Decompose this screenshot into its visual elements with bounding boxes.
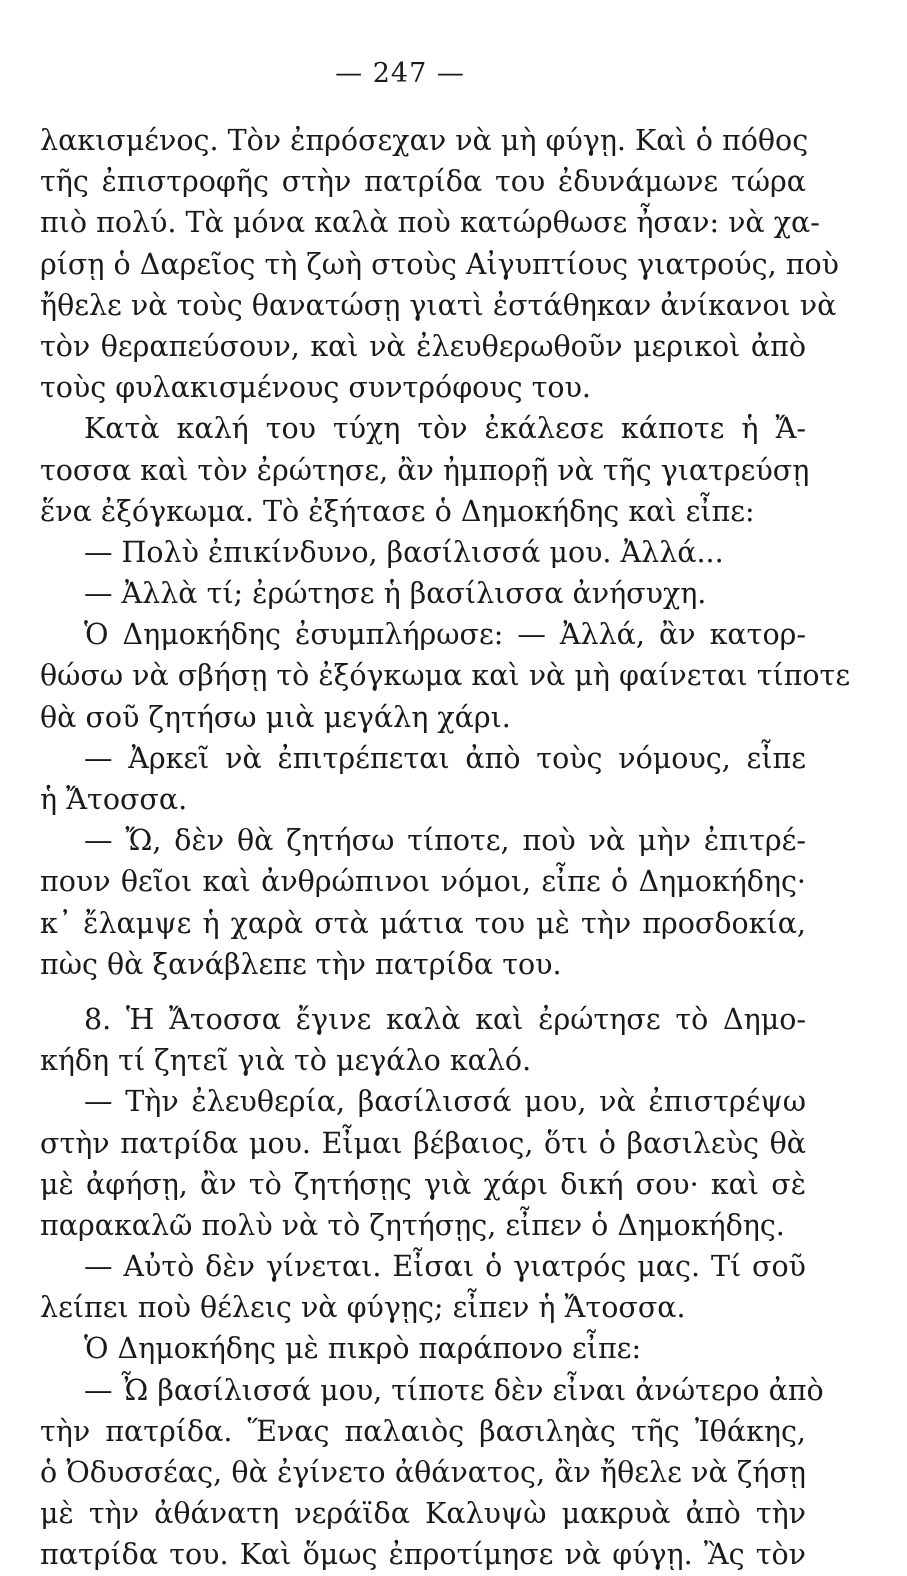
text-line: λακισμένος. Τὸν ἐπρόσεχαν νὰ μὴ φύγῃ. Καὶ ὁ πόθος <box>40 124 809 157</box>
text-line: θὰ σοῦ ζητήσω μιὰ μεγάλη χάρι. <box>40 700 511 734</box>
text-line: Ὁ Δημοκήδης ἐσυμπλήρωσε: — Ἀλλά, ἂν κατορ- <box>84 618 806 652</box>
text-line: τοσσα καὶ τὸν ἐρώτησε, ἂν ἠμπορῇ νὰ τῆς γιατρεύσῃ <box>40 453 810 487</box>
text-line: — Ὤ, δὲν θὰ ζητήσω τίποτε, ποὺ νὰ μὴν ἐπιτρέ- <box>84 824 806 858</box>
text-line: ἕνα ἐξόγκωμα. Τὸ ἐξήτασε ὁ Δημοκήδης καὶ εἶπε: <box>40 494 755 528</box>
text-line: θώσω νὰ σβήσῃ τὸ ἐξόγκωμα καὶ νὰ μὴ φαίνεται τίποτε <box>40 659 851 693</box>
text-line: τὴν πατρίδα. Ἕνας παλαιὸς βασιληὰς τῆς Ἰθάκης, <box>40 1414 806 1448</box>
text-line: στὴν πατρίδα μου. Εἶμαι βέβαιος, ὅτι ὁ βασιλεὺς θὰ <box>40 1126 806 1160</box>
text-line: — Πολὺ ἐπικίνδυνο, βασίλισσά μου. Ἀλλά... <box>84 535 724 569</box>
text-line: πατρίδα του. Καὶ ὅμως ἐπροτίμησε νὰ φύγῃ. Ἂς τὸν <box>40 1538 806 1572</box>
text-line: 8. Ἡ Ἄτοσσα ἔγινε καλὰ καὶ ἐρώτησε τὸ Δημο- <box>84 1002 806 1036</box>
text-line: — Ἀλλὰ τί; ἐρώτησε ἡ βασίλισσα ἀνήσυχη. <box>84 577 707 611</box>
text-line: ἤθελε νὰ τοὺς θανατώσῃ γιατὶ ἐστάθηκαν ἀνίκανοι νὰ <box>40 288 837 322</box>
body-text <box>40 120 851 1576</box>
text-line: μὲ τὴν ἀθάνατη νεράϊδα Καλυψὼ μακρυὰ ἀπὸ τὴν <box>40 1497 806 1531</box>
text-line: τῆς ἐπιστροφῆς στὴν πατρίδα του ἐδυνάμωνε τώρα <box>40 165 806 199</box>
text-line: πουν θεῖοι καὶ ἀνθρώπινοι νόμοι, εἶπε ὁ Δημοκήδης· <box>40 865 806 899</box>
text-line: μὲ ἀφήσῃ, ἂν τὸ ζητήσῃς γιὰ χάρι δική σου· καὶ σὲ <box>40 1167 806 1201</box>
text-line: ἡ Ἄτοσσα. <box>40 783 188 816</box>
text-line: τοὺς φυλακισμένους συντρόφους του. <box>40 371 591 405</box>
text-line: — Ἀρκεῖ νὰ ἐπιτρέπεται ἀπὸ τοὺς νόμους, εἶπε <box>84 741 806 775</box>
text-line: κήδη τί ζητεῖ γιὰ τὸ μεγάλο καλό. <box>40 1044 532 1078</box>
text-line: — Αὐτὸ δὲν γίνεται. Εἶσαι ὁ γιατρός μας. Τί σοῦ <box>84 1250 806 1284</box>
text-line: Ὁ Δημοκήδης μὲ πικρὸ παράπονο εἶπε: <box>84 1332 642 1366</box>
text-line: ὁ Ὀδυσσέας, θὰ ἐγίνετο ἀθάνατος, ἂν ἤθελε νὰ ζήσῃ <box>40 1456 806 1489</box>
text-line: πὼς θὰ ξανάβλεπε τὴν πατρίδα του. <box>40 947 562 981</box>
page-number: — 247 — <box>335 58 465 89</box>
text-line: παρακαλῶ πολὺ νὰ τὸ ζητήσῃς, εἶπεν ὁ Δημοκήδης. <box>40 1208 785 1242</box>
text-line: ρίσῃ ὁ Δαρεῖος τὴ ζωὴ στοὺς Αἰγυπτίους γιατρούς, ποὺ <box>40 247 839 281</box>
text-line: τὸν θεραπεύσουν, καὶ νὰ ἐλευθερωθοῦν μερικοὶ ἀπὸ <box>40 329 806 363</box>
text-line: λείπει ποὺ θέλεις νὰ φύγῃς; εἶπεν ἡ Ἄτοσσα. <box>40 1291 686 1325</box>
text-line: πιὸ πολύ. Τὰ μόνα καλὰ ποὺ κατώρθωσε ἦσαν: νὰ χα- <box>40 206 820 240</box>
text-line: Κατὰ καλή του τύχη τὸν ἐκάλεσε κάποτε ἡ Ἄ- <box>84 412 806 446</box>
text-line: κ᾿ ἔλαμψε ἡ χαρὰ στὰ μάτια του μὲ τὴν προσδοκία, <box>40 906 806 940</box>
text-line: — Τὴν ἐλευθερία, βασίλισσά μου, νὰ ἐπιστρέψω <box>84 1085 806 1119</box>
text-line: — Ὦ βασίλισσά μου, τίποτε δὲν εἶναι ἀνώτερο ἀπὸ <box>84 1373 824 1407</box>
